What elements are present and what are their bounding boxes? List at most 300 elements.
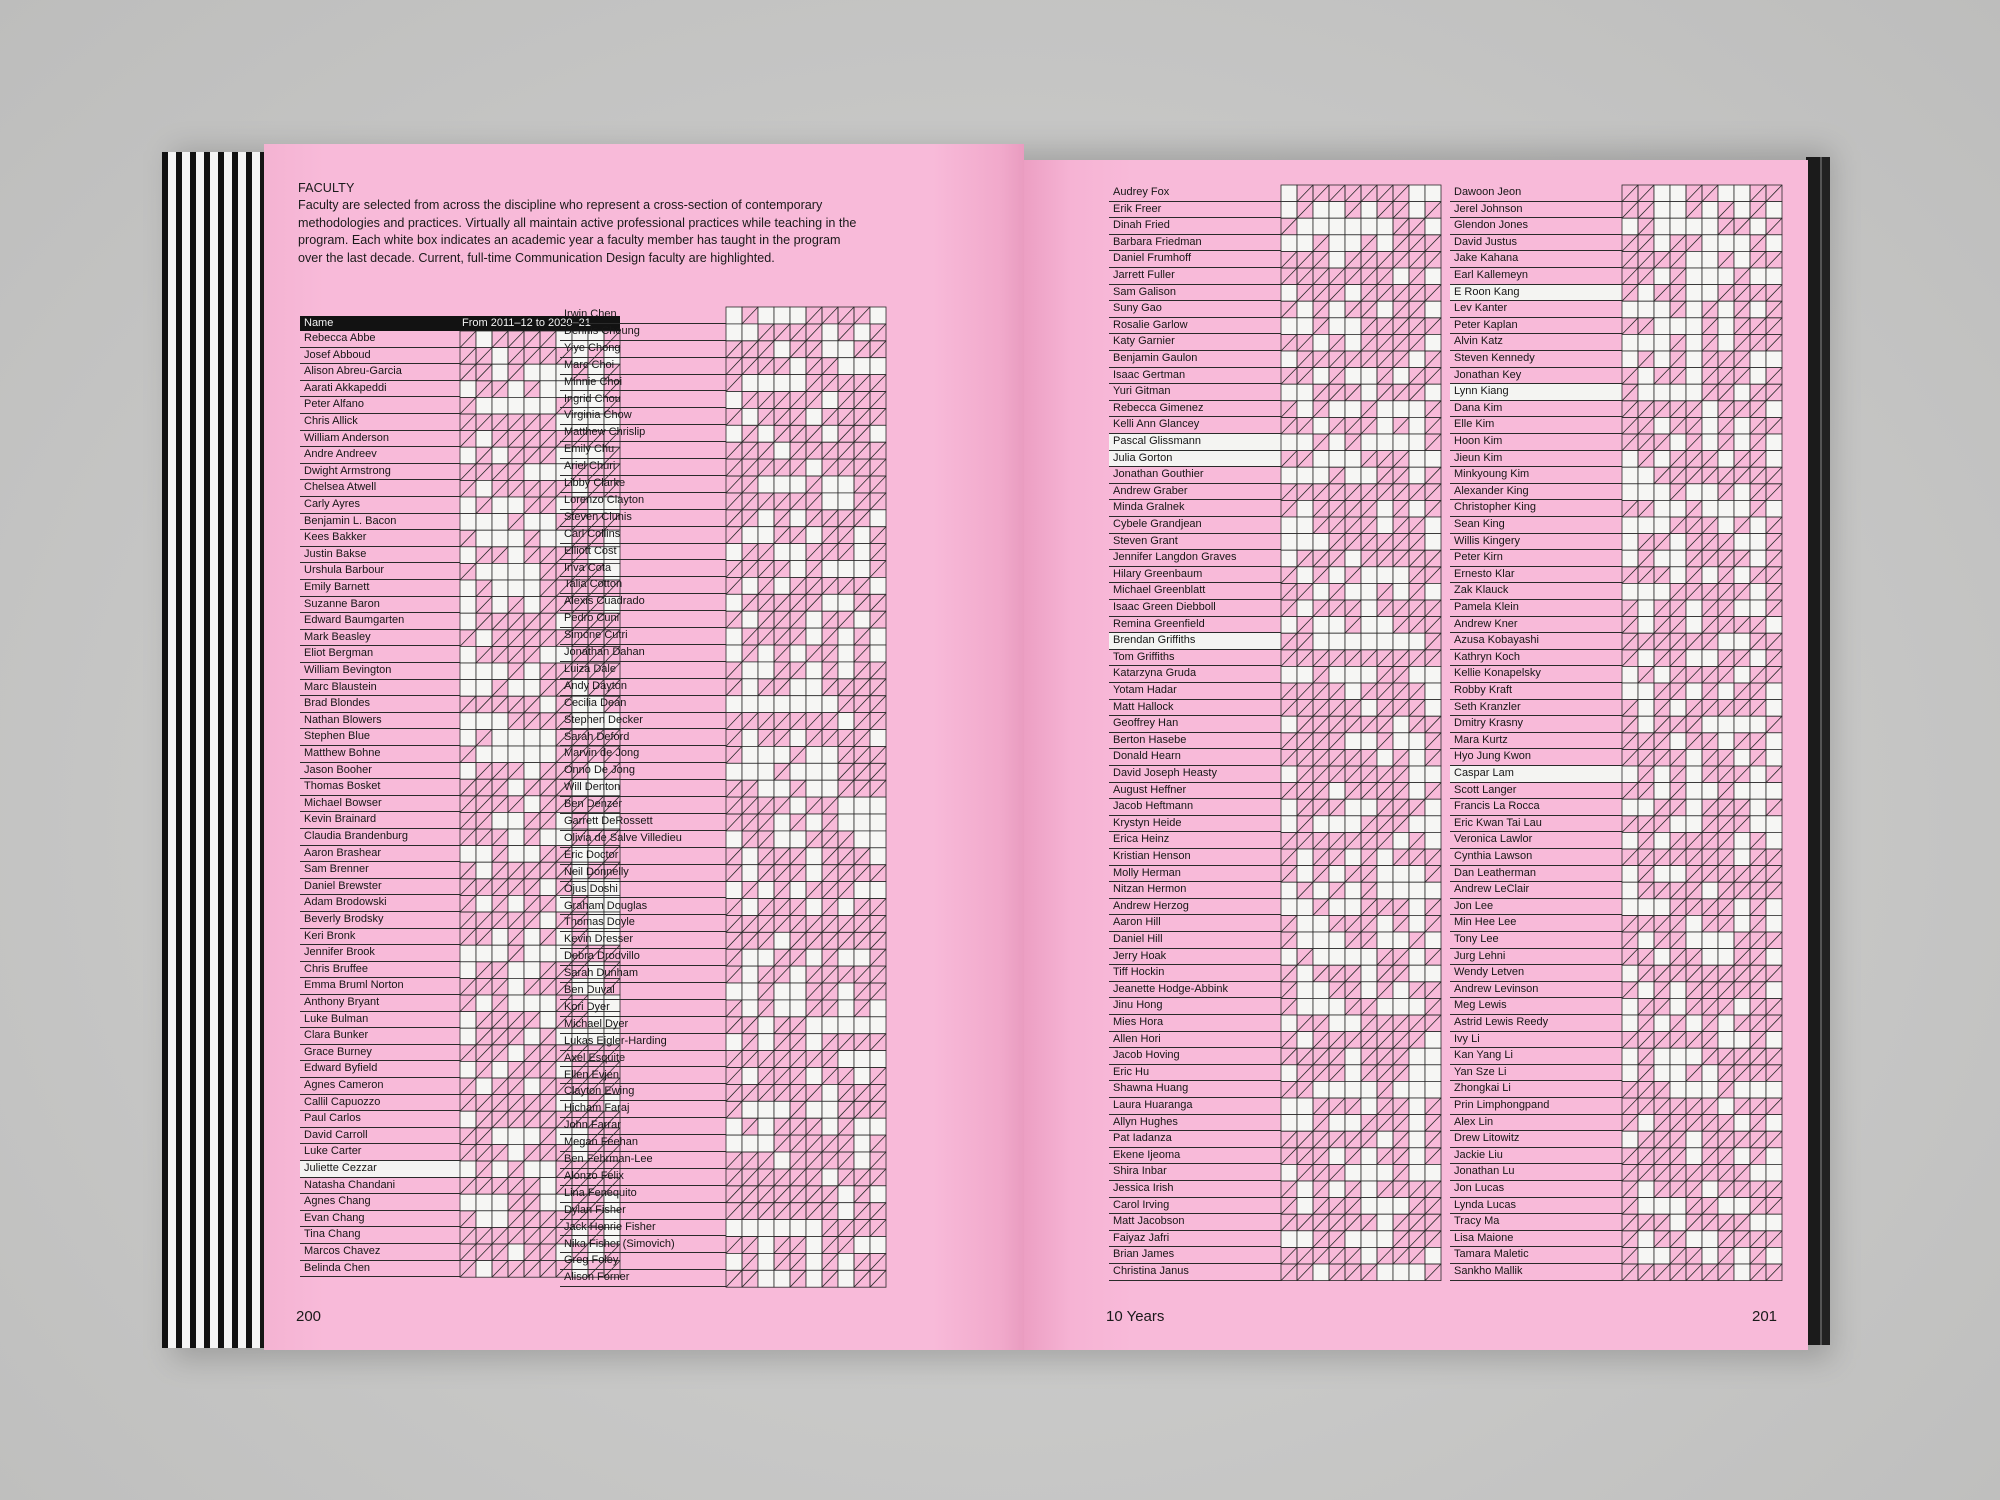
diagonal-hatch (1766, 965, 1782, 982)
diagonal-hatch (1329, 882, 1345, 899)
taught-year-box (1766, 351, 1782, 368)
diagonal-hatch (774, 510, 790, 527)
diagonal-hatch (1361, 1264, 1377, 1281)
diagonal-hatch (1297, 451, 1313, 468)
diagonal-hatch (870, 899, 886, 916)
diagonal-hatch (1409, 318, 1425, 335)
taught-year-box (1281, 285, 1297, 302)
diagonal-hatch (726, 577, 742, 594)
faculty-name: Graham Douglas (564, 899, 648, 912)
diagonal-hatch (540, 978, 556, 995)
diagonal-hatch (1766, 1198, 1782, 1215)
faculty-row (1109, 1098, 1281, 1115)
faculty-row (560, 1152, 726, 1169)
diagonal-hatch (1425, 1115, 1441, 1132)
faculty-name: Mies Hora (1113, 1016, 1164, 1028)
diagonal-hatch (1622, 783, 1638, 800)
diagonal-hatch (1329, 268, 1345, 285)
diagonal-hatch (1622, 733, 1638, 750)
taught-year-box (1361, 467, 1377, 484)
taught-year-box (742, 899, 758, 916)
diagonal-hatch (476, 1012, 492, 1029)
diagonal-hatch (1345, 202, 1361, 219)
taught-year-box (460, 680, 476, 697)
diagonal-hatch (822, 949, 838, 966)
diagonal-hatch (1361, 285, 1377, 302)
taught-year-box (1654, 235, 1670, 252)
diagonal-hatch (1329, 1131, 1345, 1148)
diagonal-hatch (540, 862, 556, 879)
diagonal-hatch (870, 662, 886, 679)
diagonal-hatch (1313, 301, 1329, 318)
diagonal-hatch (540, 663, 556, 680)
diagonal-hatch (1345, 982, 1361, 999)
diagonal-hatch (1425, 1098, 1441, 1115)
diagonal-hatch (1393, 899, 1409, 916)
diagonal-hatch (1345, 932, 1361, 949)
faculty-row (1109, 799, 1281, 816)
taught-year-box (1313, 633, 1329, 650)
taught-year-box (1750, 1164, 1766, 1181)
faculty-row (1109, 700, 1281, 717)
taught-year-box (476, 530, 492, 547)
taught-year-box (1670, 866, 1686, 883)
diagonal-hatch (508, 331, 524, 348)
taught-year-box (758, 780, 774, 797)
faculty-name: Glendon Jones (1454, 219, 1528, 232)
diagonal-hatch (726, 746, 742, 763)
taught-year-box (1734, 185, 1750, 202)
faculty-row (1109, 1231, 1281, 1248)
taught-year-box (460, 1012, 476, 1029)
diagonal-hatch (1750, 749, 1766, 766)
faculty-name: Veronica Lawlor (1454, 833, 1533, 846)
taught-year-box (1622, 1065, 1638, 1082)
diagonal-hatch (460, 1244, 476, 1261)
faculty-row (1450, 1198, 1622, 1215)
taught-year-box (1345, 1015, 1361, 1032)
taught-year-box (854, 611, 870, 628)
diagonal-hatch (1361, 816, 1377, 833)
taught-year-box (1377, 932, 1393, 949)
faculty-name: E Roon Kang (1454, 285, 1520, 298)
diagonal-hatch (726, 341, 742, 358)
faculty-name: Anthony Bryant (304, 996, 380, 1008)
taught-year-box (1734, 849, 1750, 866)
diagonal-hatch (1734, 1098, 1750, 1115)
taught-year-box (1377, 617, 1393, 634)
taught-year-box (1670, 202, 1686, 219)
faculty-name: Peter Kirn (1454, 551, 1503, 564)
taught-year-box (1425, 1081, 1441, 1098)
taught-year-box (476, 846, 492, 863)
faculty-row (300, 729, 460, 746)
diagonal-hatch (1702, 733, 1718, 750)
diagonal-hatch (838, 1068, 854, 1085)
taught-year-box (492, 663, 508, 680)
diagonal-hatch (1622, 285, 1638, 302)
taught-year-box (1361, 1231, 1377, 1248)
diagonal-hatch (524, 1144, 540, 1161)
taught-year-box (1329, 567, 1345, 584)
diagonal-hatch (1734, 318, 1750, 335)
taught-year-box (726, 1135, 742, 1152)
diagonal-hatch (822, 628, 838, 645)
faculty-name: Kellie Konapelsky (1454, 667, 1541, 680)
taught-year-box (1622, 666, 1638, 683)
taught-year-box (1409, 451, 1425, 468)
diagonal-hatch (774, 1169, 790, 1186)
diagonal-hatch (758, 628, 774, 645)
diagonal-hatch (460, 1144, 476, 1161)
diagonal-hatch (476, 1111, 492, 1128)
diagonal-hatch (492, 1078, 508, 1095)
taught-year-box (790, 476, 806, 493)
diagonal-hatch (758, 983, 774, 1000)
diagonal-hatch (1718, 285, 1734, 302)
diagonal-hatch (1622, 235, 1638, 252)
diagonal-hatch (1654, 799, 1670, 816)
diagonal-hatch (460, 630, 476, 647)
faculty-name: David Joseph Heasty (1113, 767, 1217, 779)
diagonal-hatch (1766, 301, 1782, 318)
faculty-name: Luiza Dale (564, 662, 616, 675)
faculty-name: Jonathan Dahan (564, 646, 645, 658)
diagonal-hatch (742, 1237, 758, 1254)
faculty-row (1109, 733, 1281, 750)
taught-year-box (1622, 301, 1638, 318)
taught-year-box (790, 544, 806, 561)
diagonal-hatch (742, 645, 758, 662)
diagonal-hatch (774, 594, 790, 611)
diagonal-hatch (790, 780, 806, 797)
taught-year-box (1670, 534, 1686, 551)
taught-year-box (822, 561, 838, 578)
taught-year-box (822, 780, 838, 797)
diagonal-hatch (854, 763, 870, 780)
taught-year-box (476, 431, 492, 448)
taught-year-box (774, 696, 790, 713)
taught-year-box (790, 358, 806, 375)
diagonal-hatch (1654, 1032, 1670, 1049)
taught-year-box (1766, 700, 1782, 717)
taught-year-box (1702, 500, 1718, 517)
diagonal-hatch (1734, 932, 1750, 949)
taught-year-box (476, 1261, 492, 1278)
faculty-row (560, 527, 726, 544)
diagonal-hatch (1377, 1098, 1393, 1115)
taught-year-box (1425, 799, 1441, 816)
diagonal-hatch (742, 493, 758, 510)
diagonal-hatch (1425, 1015, 1441, 1032)
diagonal-hatch (838, 1169, 854, 1186)
taught-year-box (1361, 799, 1377, 816)
faculty-name: Emily Chu (564, 443, 615, 456)
faculty-name: Lynn Kiang (1454, 385, 1509, 398)
faculty-name: Katarzyna Gruda (1113, 667, 1197, 680)
diagonal-hatch (806, 358, 822, 375)
diagonal-hatch (476, 779, 492, 796)
taught-year-box (540, 1194, 556, 1211)
diagonal-hatch (1345, 1032, 1361, 1049)
taught-year-box (790, 763, 806, 780)
taught-year-box (1734, 666, 1750, 683)
diagonal-hatch (742, 831, 758, 848)
diagonal-hatch (1702, 617, 1718, 634)
taught-year-box (1281, 517, 1297, 534)
taught-year-box (1377, 1231, 1393, 1248)
faculty-row (1109, 915, 1281, 932)
diagonal-hatch (1361, 832, 1377, 849)
diagonal-hatch (1345, 1098, 1361, 1115)
diagonal-hatch (1734, 700, 1750, 717)
diagonal-hatch (1393, 517, 1409, 534)
diagonal-hatch (806, 1169, 822, 1186)
faculty-name: Isaac Green Diebboll (1113, 601, 1216, 613)
faculty-row (560, 442, 726, 459)
diagonal-hatch (790, 1068, 806, 1085)
taught-year-box (1345, 218, 1361, 235)
diagonal-hatch (1734, 816, 1750, 833)
diagonal-hatch (1393, 318, 1409, 335)
taught-year-box (1638, 617, 1654, 634)
taught-year-box (1654, 832, 1670, 849)
diagonal-hatch (854, 983, 870, 1000)
taught-year-box (726, 763, 742, 780)
taught-year-box (524, 962, 540, 979)
diagonal-hatch (1638, 749, 1654, 766)
taught-year-box (854, 797, 870, 814)
taught-year-box (1670, 733, 1686, 750)
taught-year-box (1686, 1081, 1702, 1098)
faculty-name: Donald Hearn (1113, 750, 1181, 763)
diagonal-hatch (1702, 318, 1718, 335)
taught-year-box (1393, 832, 1409, 849)
faculty-row (300, 331, 460, 348)
taught-year-box (1622, 1015, 1638, 1032)
diagonal-hatch (492, 796, 508, 813)
diagonal-hatch (1313, 268, 1329, 285)
taught-year-box (460, 713, 476, 730)
diagonal-hatch (524, 431, 540, 448)
taught-year-box (1361, 1164, 1377, 1181)
faculty-name: Hoon Kim (1454, 435, 1503, 447)
faculty-row (1450, 1098, 1622, 1115)
taught-year-box (1702, 484, 1718, 501)
faculty-row (1109, 268, 1281, 285)
diagonal-hatch (1393, 1247, 1409, 1264)
taught-year-box (1361, 733, 1377, 750)
diagonal-hatch (492, 846, 508, 863)
taught-year-box (1425, 1164, 1441, 1181)
diagonal-hatch (838, 1220, 854, 1237)
diagonal-hatch (870, 780, 886, 797)
taught-year-box (1361, 434, 1377, 451)
taught-year-box (1638, 583, 1654, 600)
faculty-row (1109, 783, 1281, 800)
diagonal-hatch (854, 848, 870, 865)
taught-year-box (1638, 982, 1654, 999)
diagonal-hatch (870, 932, 886, 949)
faculty-name: Jon Lee (1454, 899, 1494, 912)
diagonal-hatch (1345, 866, 1361, 883)
faculty-row (300, 846, 460, 863)
faculty-row (1450, 401, 1622, 418)
faculty-name: Erik Freer (1113, 202, 1162, 215)
faculty-row (1109, 1015, 1281, 1032)
taught-year-box (1329, 1181, 1345, 1198)
diagonal-hatch (1281, 866, 1297, 883)
taught-year-box (1766, 899, 1782, 916)
diagonal-hatch (508, 613, 524, 630)
taught-year-box (1313, 202, 1329, 219)
diagonal-hatch (822, 848, 838, 865)
faculty-name: Laura Huaranga (1113, 1099, 1193, 1111)
faculty-column-4 (1450, 185, 1785, 1281)
diagonal-hatch (790, 628, 806, 645)
faculty-row (300, 1178, 460, 1195)
diagonal-hatch (726, 442, 742, 459)
diagonal-hatch (1313, 550, 1329, 567)
taught-year-box (1686, 783, 1702, 800)
taught-year-box (460, 597, 476, 614)
faculty-row (1109, 417, 1281, 434)
diagonal-hatch (1409, 799, 1425, 816)
taught-year-box (524, 663, 540, 680)
diagonal-hatch (1702, 384, 1718, 401)
faculty-name: Kathryn Koch (1454, 650, 1521, 663)
taught-year-box (540, 514, 556, 531)
taught-year-box (758, 1253, 774, 1270)
taught-year-box (1654, 583, 1670, 600)
faculty-name: Alex Lin (1454, 1115, 1494, 1128)
diagonal-hatch (838, 425, 854, 442)
taught-year-box (1281, 899, 1297, 916)
taught-year-box (1409, 666, 1425, 683)
diagonal-hatch (742, 1270, 758, 1287)
taught-year-box (1361, 1148, 1377, 1165)
diagonal-hatch (822, 814, 838, 831)
diagonal-hatch (1654, 633, 1670, 650)
faculty-name: Tamara Maletic (1454, 1248, 1529, 1261)
faculty-name: Chris Bruffee (304, 962, 368, 975)
taught-year-box (540, 397, 556, 414)
diagonal-hatch (508, 696, 524, 713)
taught-year-box (806, 1253, 822, 1270)
page-number-left: 200 (296, 1308, 322, 1325)
diagonal-hatch (838, 611, 854, 628)
faculty-name: Rebecca Gimenez (1113, 401, 1204, 414)
taught-year-box (822, 341, 838, 358)
taught-year-box (1345, 550, 1361, 567)
diagonal-hatch (1329, 799, 1345, 816)
diagonal-hatch (1734, 1131, 1750, 1148)
faculty-row (1450, 1032, 1622, 1049)
diagonal-hatch (1734, 1065, 1750, 1082)
faculty-row (300, 978, 460, 995)
diagonal-hatch (1654, 1181, 1670, 1198)
diagonal-hatch (838, 307, 854, 324)
diagonal-hatch (492, 680, 508, 697)
taught-year-box (1313, 1264, 1329, 1281)
diagonal-hatch (870, 544, 886, 561)
diagonal-hatch (1329, 832, 1345, 849)
taught-year-box (1329, 816, 1345, 833)
faculty-name: William Bevington (304, 664, 392, 676)
faculty-row (300, 796, 460, 813)
taught-year-box (790, 696, 806, 713)
diagonal-hatch (460, 331, 476, 348)
taught-year-box (1281, 816, 1297, 833)
taught-year-box (822, 392, 838, 409)
taught-year-box (1750, 550, 1766, 567)
diagonal-hatch (1718, 650, 1734, 667)
diagonal-hatch (1750, 1148, 1766, 1165)
diagonal-hatch (758, 730, 774, 747)
taught-year-box (524, 746, 540, 763)
taught-year-box (1750, 799, 1766, 816)
diagonal-hatch (870, 324, 886, 341)
faculty-row (560, 476, 726, 493)
diagonal-hatch (822, 932, 838, 949)
diagonal-hatch (508, 348, 524, 365)
taught-year-box (1345, 1231, 1361, 1248)
diagonal-hatch (1361, 1032, 1377, 1049)
diagonal-hatch (790, 1051, 806, 1068)
faculty-name: Matthew Chrislip (564, 426, 646, 439)
diagonal-hatch (1750, 1032, 1766, 1049)
diagonal-hatch (524, 530, 540, 547)
diagonal-hatch (1297, 1164, 1313, 1181)
taught-year-box (838, 1017, 854, 1034)
diagonal-hatch (540, 929, 556, 946)
diagonal-hatch (1329, 733, 1345, 750)
taught-year-box (1377, 849, 1393, 866)
diagonal-hatch (460, 696, 476, 713)
taught-year-box (854, 814, 870, 831)
diagonal-hatch (1702, 1115, 1718, 1132)
taught-year-box (1702, 783, 1718, 800)
diagonal-hatch (742, 1034, 758, 1051)
taught-year-box (1734, 567, 1750, 584)
diagonal-hatch (726, 527, 742, 544)
faculty-name: Lisa Maione (1454, 1231, 1514, 1244)
taught-year-box (1686, 301, 1702, 318)
faculty-row (1109, 965, 1281, 982)
diagonal-hatch (1281, 1214, 1297, 1231)
faculty-name: Suny Gao (1113, 302, 1162, 315)
taught-year-box (1638, 650, 1654, 667)
diagonal-hatch (1622, 1032, 1638, 1049)
taught-year-box (460, 1194, 476, 1211)
diagonal-hatch (1718, 1148, 1734, 1165)
diagonal-hatch (806, 1152, 822, 1169)
diagonal-hatch (726, 932, 742, 949)
taught-year-box (1638, 517, 1654, 534)
diagonal-hatch (822, 865, 838, 882)
diagonal-hatch (1654, 434, 1670, 451)
diagonal-hatch (540, 563, 556, 580)
diagonal-hatch (476, 497, 492, 514)
faculty-name: Audrey Fox (1113, 186, 1170, 198)
taught-year-box (460, 613, 476, 630)
diagonal-hatch (774, 1068, 790, 1085)
faculty-row (1109, 882, 1281, 899)
diagonal-hatch (1638, 1264, 1654, 1281)
taught-year-box (1750, 766, 1766, 783)
diagonal-hatch (1766, 1098, 1782, 1115)
diagonal-hatch (870, 527, 886, 544)
